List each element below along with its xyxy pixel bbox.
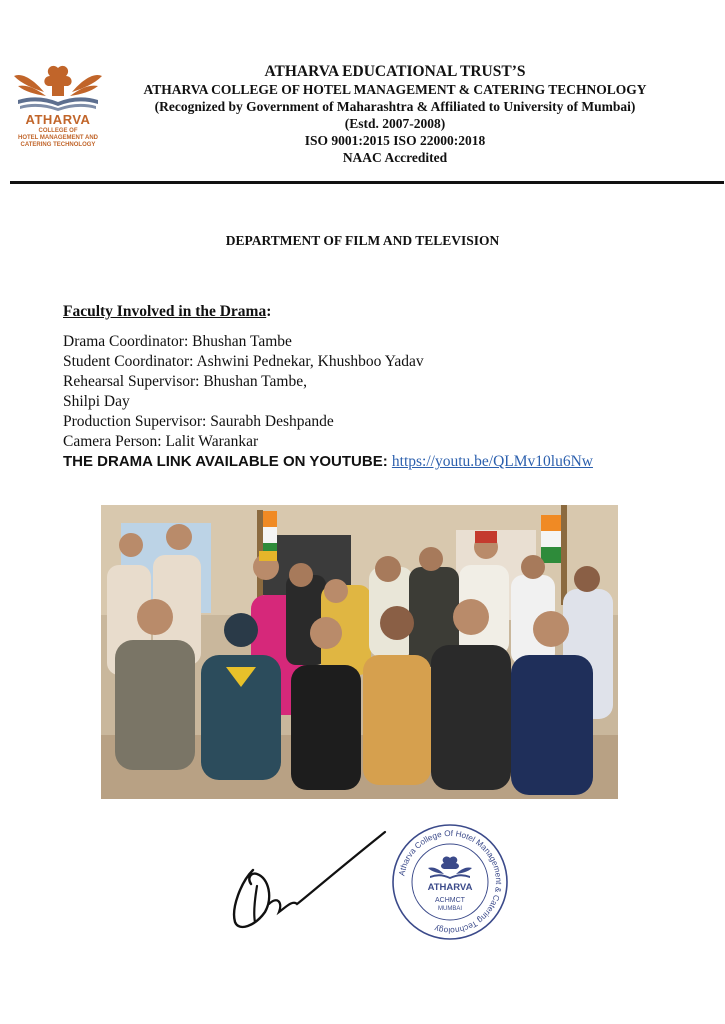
faculty-line: Drama Coordinator: Bhushan Tambe: [63, 333, 292, 350]
logo-subtitle: [8, 128, 108, 149]
header-divider: [10, 181, 724, 184]
seal-ring-text: Atharva College Of Hotel Management & Catering Technology: [397, 828, 504, 936]
faculty-heading-text: Faculty Involved in the Drama: [63, 303, 267, 320]
youtube-link[interactable]: https://youtu.be/QLMv10lu6Nw: [391, 453, 593, 470]
logo-emblem-icon: [8, 62, 108, 112]
faculty-line: Rehearsal Supervisor: Bhushan Tambe,: [63, 373, 307, 390]
faculty-section: [63, 302, 703, 472]
logo-subtitle-line: CATERING TECHNOLOGY: [20, 142, 96, 148]
college-name: ATHARVA COLLEGE OF HOTEL MANAGEMENT & CATERING TECHNOLOGY: [143, 82, 647, 97]
faculty-line: Production Supervisor: Saurabh Deshpande: [63, 413, 334, 430]
seal-center-text: ATHARVA: [427, 882, 473, 893]
recognition-line: (Recognized by Government of Maharashtra & Affiliated to University of Mumbai): [154, 99, 636, 114]
faculty-line: Camera Person: Lalit Warankar: [63, 433, 259, 450]
youtube-link-label: THE DRAMA LINK AVAILABLE ON YOUTUBE:: [63, 453, 388, 470]
faculty-heading: [63, 302, 703, 322]
college-logo: [8, 62, 108, 157]
trust-name: ATHARVA EDUCATIONAL TRUST’S: [264, 63, 526, 80]
faculty-line: Student Coordinator: Ashwini Pednekar, Khushboo Yadav: [63, 353, 424, 370]
seal-city-text: MUMBAI: [438, 906, 462, 912]
letterhead: [110, 62, 680, 166]
college-seal: [390, 822, 510, 942]
department-title: DEPARTMENT OF FILM AND TELEVISION: [225, 233, 500, 248]
logo-wordmark: ATHARVA: [25, 112, 91, 127]
established-line: (Estd. 2007-2008): [344, 116, 446, 131]
iso-line: ISO 9001:2015 ISO 22000:2018: [304, 133, 486, 148]
seal-abbr-text: ACHMCT: [435, 897, 465, 904]
youtube-link-row: [63, 452, 703, 472]
logo-subtitle-line: HOTEL MANAGEMENT AND: [18, 135, 98, 141]
faculty-heading-colon: :: [266, 303, 272, 320]
naac-line: NAAC Accredited: [342, 150, 448, 165]
faculty-line: Shilpi Day: [63, 393, 130, 410]
signature: [225, 826, 390, 936]
logo-subtitle-line: COLLEGE OF: [38, 128, 78, 134]
group-photo: [101, 505, 618, 799]
